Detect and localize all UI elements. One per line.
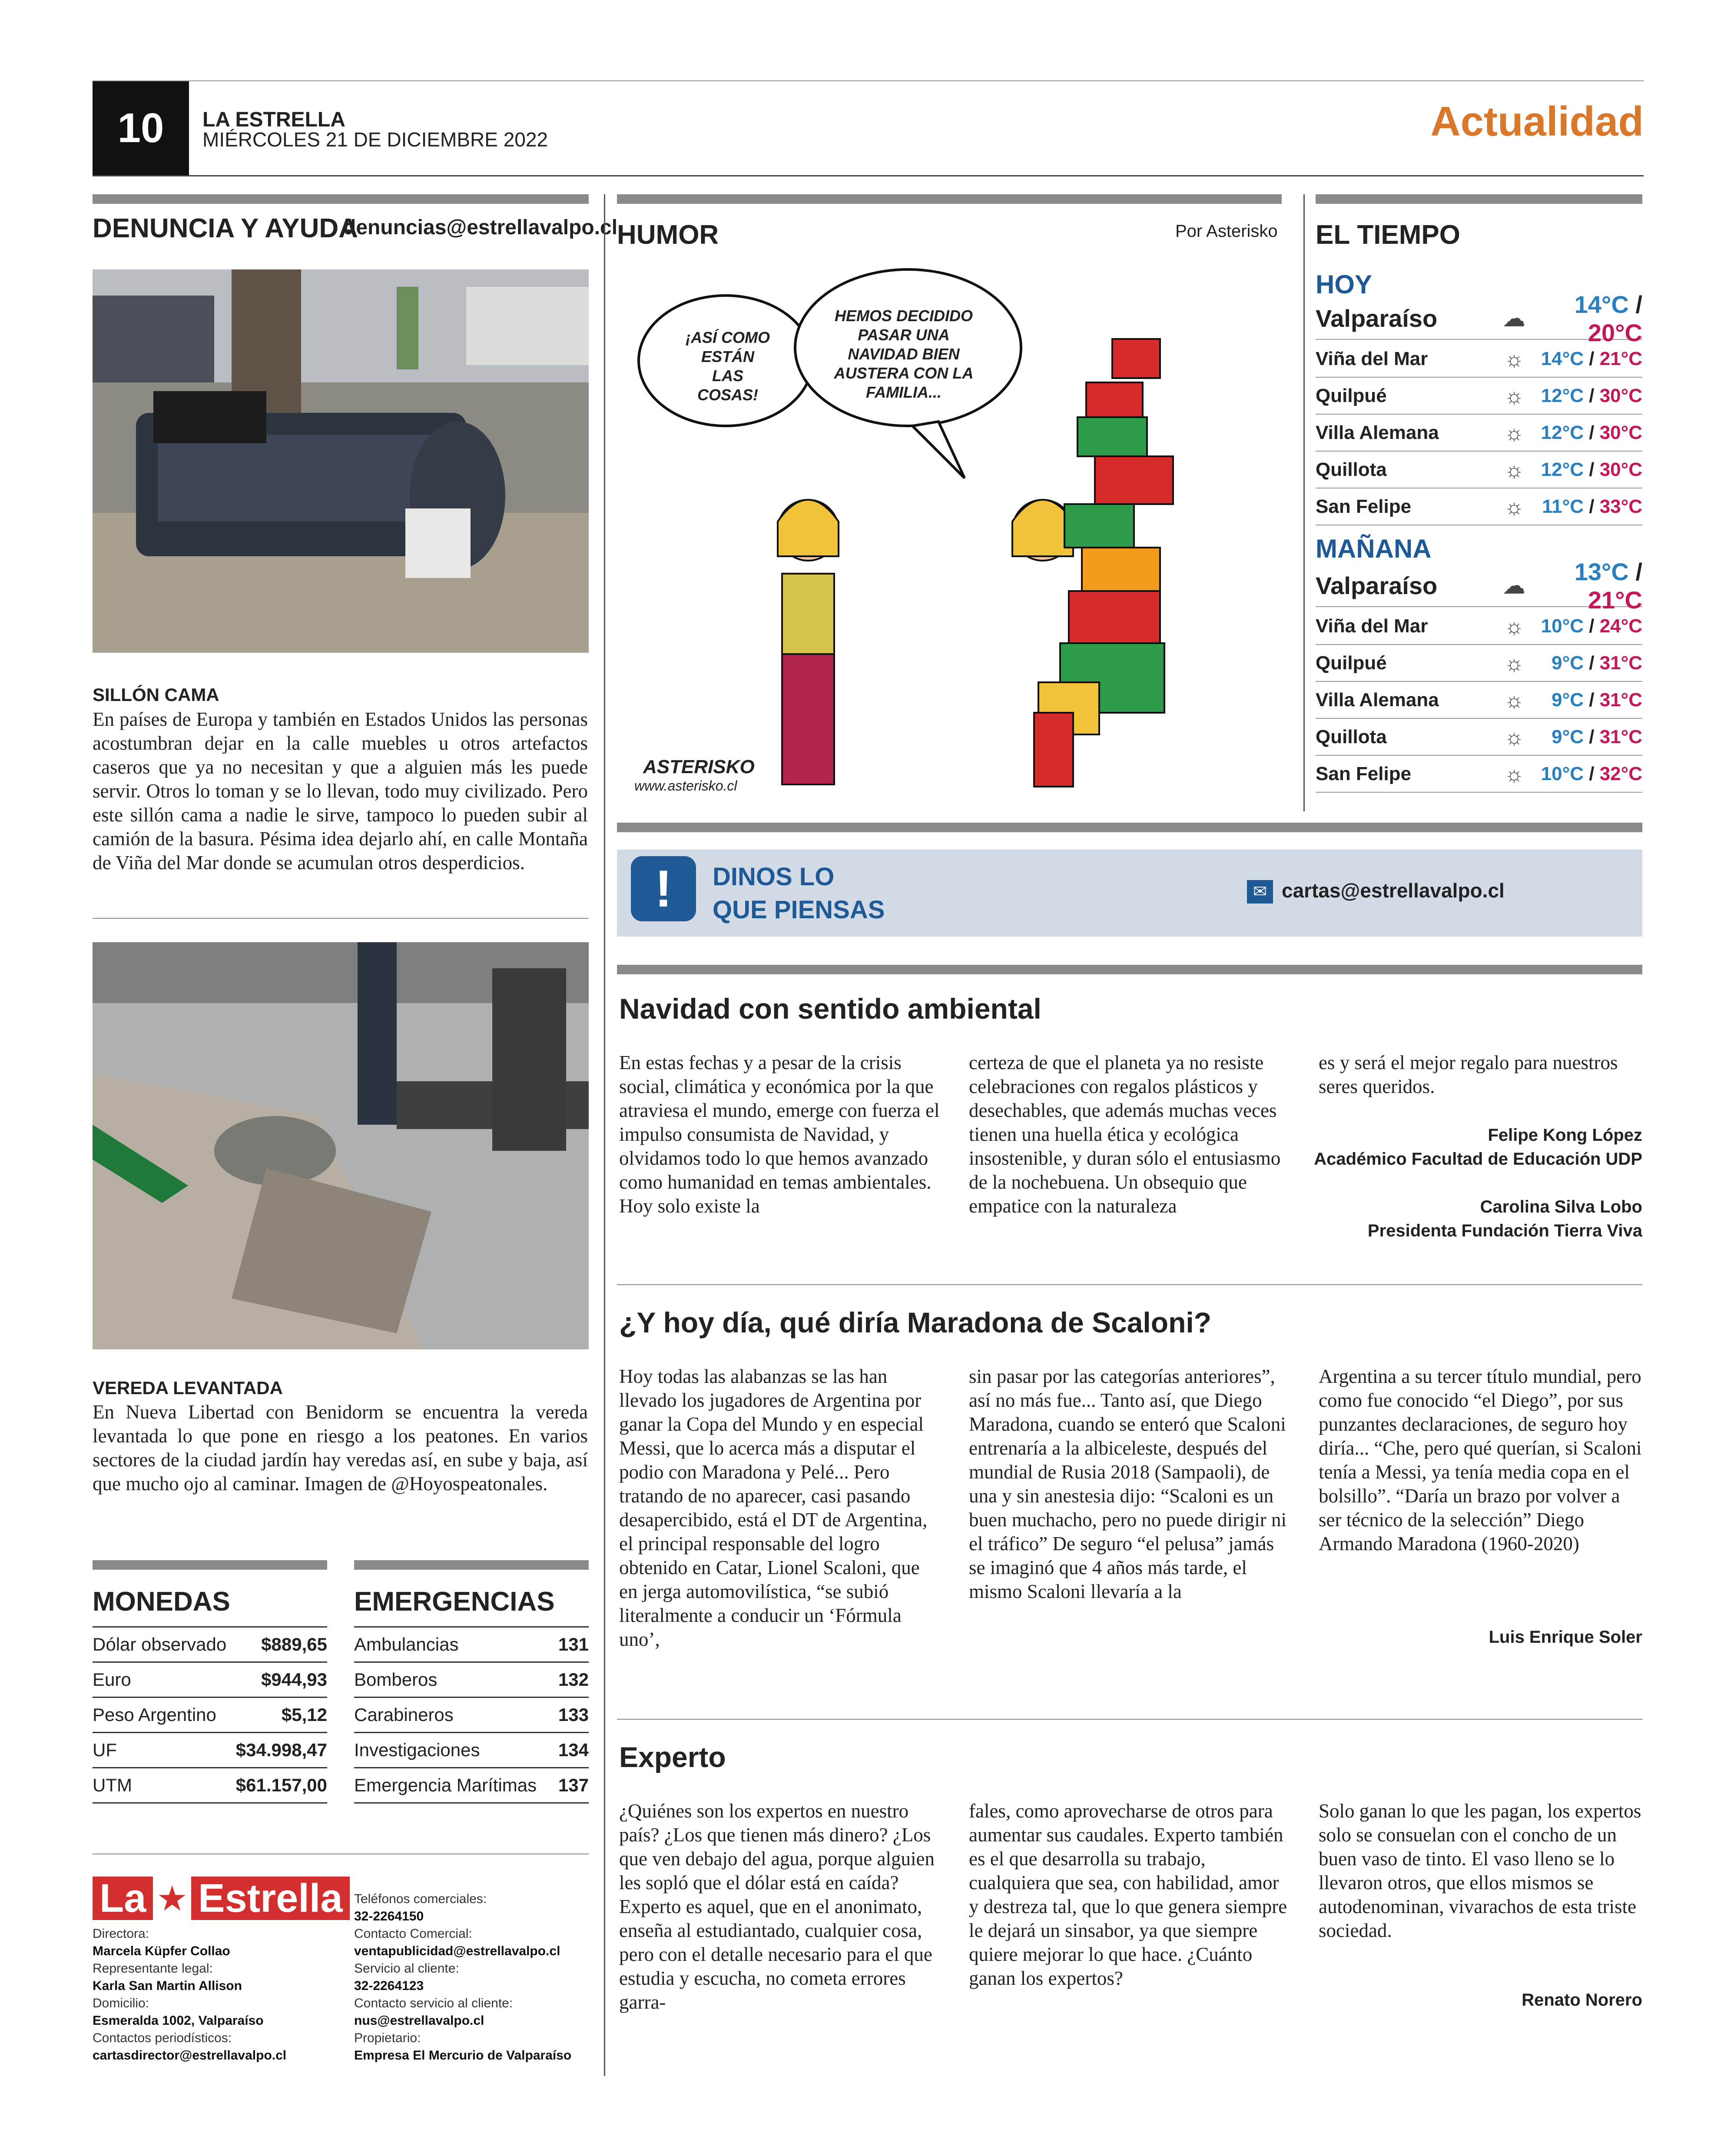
letters-divider-2 [617,1719,1642,1720]
sun-icon: ☼ [1504,651,1524,675]
la-estrella-logo: La ★ Estrella [93,1877,350,1920]
table-row: Peso Argentino $5,12 [93,1698,327,1733]
page-number: 10 [93,81,189,175]
weather-row: Valparaíso ☁ 13°C / 21°C [1316,558,1642,614]
letters-divider-1 [617,1284,1642,1285]
sun-icon: ☼ [1504,495,1524,519]
weather-row: Viña del Mar ☼ 14°C / 21°C [1316,341,1642,378]
dinos-heading: DINOS LO QUE PIENSAS [713,863,885,924]
weather-row: San Felipe ☼ 11°C / 33°C [1316,489,1642,525]
table-row: Bomberos 132 [354,1663,589,1698]
mail-icon: ✉ [1247,880,1273,904]
letter-1-col3: es y será el mejor regalo para nuestros seres queridos. [1319,1052,1618,1097]
item2-text: En Nueva Libertad con Benidorm se encuentra la vereda levantada lo que pone en riesgo a los peatones. En varios sectores de la ciudad jardín hay veredas así, en sube y baja, así que mucho ojo al caminar. Imagen de @Hoyospeatonales. [93,1401,588,1495]
item1-text: En países de Europa y también en Estados Unidos las personas acostumbran dejar en la calle muebles u otros artefactos caseros que ya no necesitan y que a alguien más les puede servir. Otros lo toman y se lo llevan, todo muy civilizado. Pero este sillón cama a nadie le sirve, tampoco lo pueden subir al camión de la basura. Pésima idea dejarlo ahí, en calle Montaña de Viña del Mar donde se acumulan otros desperdicios. [93,708,588,874]
denuncia-email[interactable]: denuncias@estrellavalpo.cl [343,216,618,239]
table-row: Ambulancias 131 [354,1628,589,1663]
letter-1-col2: certeza de que el planeta ya no resiste celebraciones con regalos plásticos y desechables, que además muchas veces tienen una huella ética y ecológica insostenible, y duran sólo el entusiasmo de la nochebuena. Un obsequio que empatice con la naturaleza [969,1052,1281,1217]
sun-icon: ☼ [1504,458,1524,482]
table-row: Investigaciones 134 [354,1733,589,1768]
header-bottom-rule [93,175,1644,176]
bubble-1-text: ¡ASÍ COMO ESTÁN LAS COSAS! [686,329,770,404]
section-title: Actualidad [1430,98,1644,145]
letter-1-role-1: Académico Facultad de Educación UDP [1314,1149,1642,1169]
table-row: UF $34.998,47 [93,1733,327,1768]
letter-1-signature-1: Felipe Kong López [1488,1126,1642,1145]
column-separator [604,194,605,2076]
letters-bar [617,965,1642,974]
table-row: Euro $944,93 [93,1663,327,1698]
denuncia-bar [93,194,589,204]
issue-date: MIÉRCOLES 21 DE DICIEMBRE 2022 [202,128,548,151]
letter-3-col3: Solo ganan lo que les pagan, los expertos solo se consuelan con el concho de un buen vaso de tinto. El vaso lleno se lo llevaron otros, que ellos mismos se autodenominan, vivarachos de esta triste sociedad. [1319,1800,1641,1941]
letter-1-col1: En estas fechas y a pesar de la crisis social, climática y económica por la que atraviesa el mundo, emerge con fuerza el impulso consumista de Navidad, y olvidamos todo lo que hemos avanzado como humanidad en temas ambientales. Hoy solo existe la [619,1052,940,1217]
letter-2-signature: Luis Enrique Soler [1489,1628,1642,1647]
cartoon-site: www.asterisko.cl [634,778,737,794]
header-top-rule [93,80,1644,81]
table-row: Carabineros 133 [354,1698,589,1733]
sun-icon: ☼ [1504,725,1524,749]
table-row: UTM $61.157,00 [93,1768,327,1804]
weather-today-label: HOY [1316,270,1373,299]
table-row: Dólar observado $889,65 [93,1628,327,1663]
imprint-right: Teléfonos comerciales: 32-2264150 Contacto Comercial: ventapublicidad@estrellavalpo.cl Servicio al cliente: 32-2264123 Contacto servicio al cliente: nus@estrellavalpo.cl Propietario: Empresa El Mercurio de Valparaíso [354,1892,572,2063]
denuncia-title: DENUNCIA Y AYUDA [93,213,358,243]
table-row: Emergencia Marítimas 137 [354,1768,589,1804]
weather-row: Quilpué ☼ 12°C / 30°C [1316,378,1642,415]
letter-3-title: Experto [619,1741,726,1773]
monedas-title: MONEDAS [93,1587,230,1617]
sun-icon: ☼ [1504,384,1524,408]
exclamation-icon: ! [631,856,696,921]
weather-bar [1316,194,1642,204]
dinos-bar [617,823,1642,832]
cloud-sun-icon: ☁ [1503,573,1525,598]
emergencias-bar [354,1560,589,1570]
weather-tomorrow-label: MAÑANA [1316,534,1432,563]
weather-row: Villa Alemana ☼ 9°C / 31°C [1316,682,1642,719]
weather-row: Quillota ☼ 9°C / 31°C [1316,719,1642,756]
sun-icon: ☼ [1504,614,1524,638]
cloud-sun-icon: ☁ [1503,306,1525,331]
newspaper-name: LA ESTRELLA [202,108,345,131]
weather-row: Villa Alemana ☼ 12°C / 30°C [1316,415,1642,452]
letter-1-signature-2: Carolina Silva Lobo [1480,1197,1642,1216]
photo-sillon-cama [93,269,589,653]
humor-bar [617,194,1282,204]
item2-title: VEREDA LEVANTADA [93,1378,283,1398]
weather-row: Quillota ☼ 12°C / 30°C [1316,452,1642,488]
letter-3-col1: ¿Quiénes son los expertos en nuestro país? ¿Los que tienen más dinero? ¿Los que ven debajo del agua, porque alguien les sopló que el dólar está en caída? Experto es aquel, que en el anonimato, enseña al estudiantado, cualquier cosa, pero con el detalle necesario para el que estudia y escucha, no cometa errores garra- [619,1800,935,2013]
humor-author: Por Asterisko [1175,222,1278,241]
item1-title: SILLÓN CAMA [93,684,219,705]
weather-row: Viña del Mar ☼ 10°C / 24°C [1316,608,1642,645]
weather-row: San Felipe ☼ 10°C / 32°C [1316,756,1642,793]
weather-title: EL TIEMPO [1316,220,1461,250]
letter-2-col1: Hoy todas las alabanzas se las han llevado los jugadores de Argentina por ganar la Copa del Mundo y en especial Messi, que lo acerca más a disputar el podio con Maradona y Pelé... Pero tratando de no aparecer, casi pasando desapercibido, está el DT de Argentina, el principal responsable del logro obtenido en Catar, Lionel Scaloni, que en jerga automovilística, “se subió literalmente a conducir un ‘Fórmula uno’, [619,1365,928,1650]
star-icon: ★ [156,1879,188,1918]
monedas-bar [93,1560,327,1570]
humor-title: HUMOR [617,220,719,250]
cartoon-signature: ASTERISKO [643,756,755,777]
letter-2-col3: Argentina a su tercer título mundial, pero como fue conocido “el Diego”, por sus punzantes declaraciones, de seguro hoy diría... “Che, pero qué querían, si Scaloni tenía a Messi, ya tenía media copa en el bolsillo”. “Daría un brazo por volver a ser técnico de la selección” Diego Armando Maradona (1960-2020) [1319,1365,1642,1555]
bubble-2-text: HEMOS DECIDIDO PASAR UNA NAVIDAD BIEN AUSTERA CON LA FAMILIA... [834,307,974,401]
photo-vereda-levantada [93,942,589,1349]
denuncia-divider [93,918,589,919]
emergencias-title: EMERGENCIAS [354,1587,555,1617]
weather-separator [1303,194,1305,811]
imprint-left: Directora: Marcela Küpfer Collao Representante legal: Karla San Martin Allison Domicilio: Esmeralda 1002, Valparaíso Contactos periodísticos: cartasdirector@estrellavalpo.cl [93,1927,287,2063]
sun-icon: ☼ [1504,762,1524,786]
sun-icon: ☼ [1504,347,1524,371]
letter-1-role-2: Presidenta Fundación Tierra Viva [1367,1221,1642,1240]
letter-2-col2: sin pasar por las categorías anteriores”, así no más fue... Tanto así, que Diego Maradona, cuando se enteró que Scaloni entrenaría a la albiceleste, después del mundial de Rusia 2018 (Sampaoli), de una y sin anestesia dijo: “Scaloni es un buen muchacho, pero no puede dirigir ni el tráfico” De seguro “el pelusa” jamás se imaginó que 4 años más tarde, el mismo Scaloni llevaría a la [969,1365,1287,1602]
sun-icon: ☼ [1504,421,1524,445]
letter-1-title: Navidad con sentido ambiental [619,993,1041,1025]
letter-3-col2: fales, como aprovecharse de otros para aumentar sus caudales. Experto también es el que desarrolla su trabajo, cualquiera que sea, con habilidad, amor y destreza tal, que lo que genera siempre le dejará un sinsabor, ya que siempre quiere mejorar lo que hace. ¿Cuánto ganan los expertos? [969,1800,1287,1989]
letter-2-title: ¿Y hoy día, qué diría Maradona de Scaloni? [619,1306,1212,1339]
letter-3-signature: Renato Norero [1522,1990,1642,2010]
dinos-email[interactable]: cartas@estrellavalpo.cl [1282,879,1505,902]
sun-icon: ☼ [1504,688,1524,712]
weather-row: Quilpué ☼ 9°C / 31°C [1316,645,1642,682]
weather-row: Valparaíso ☁ 14°C / 20°C [1316,290,1642,346]
